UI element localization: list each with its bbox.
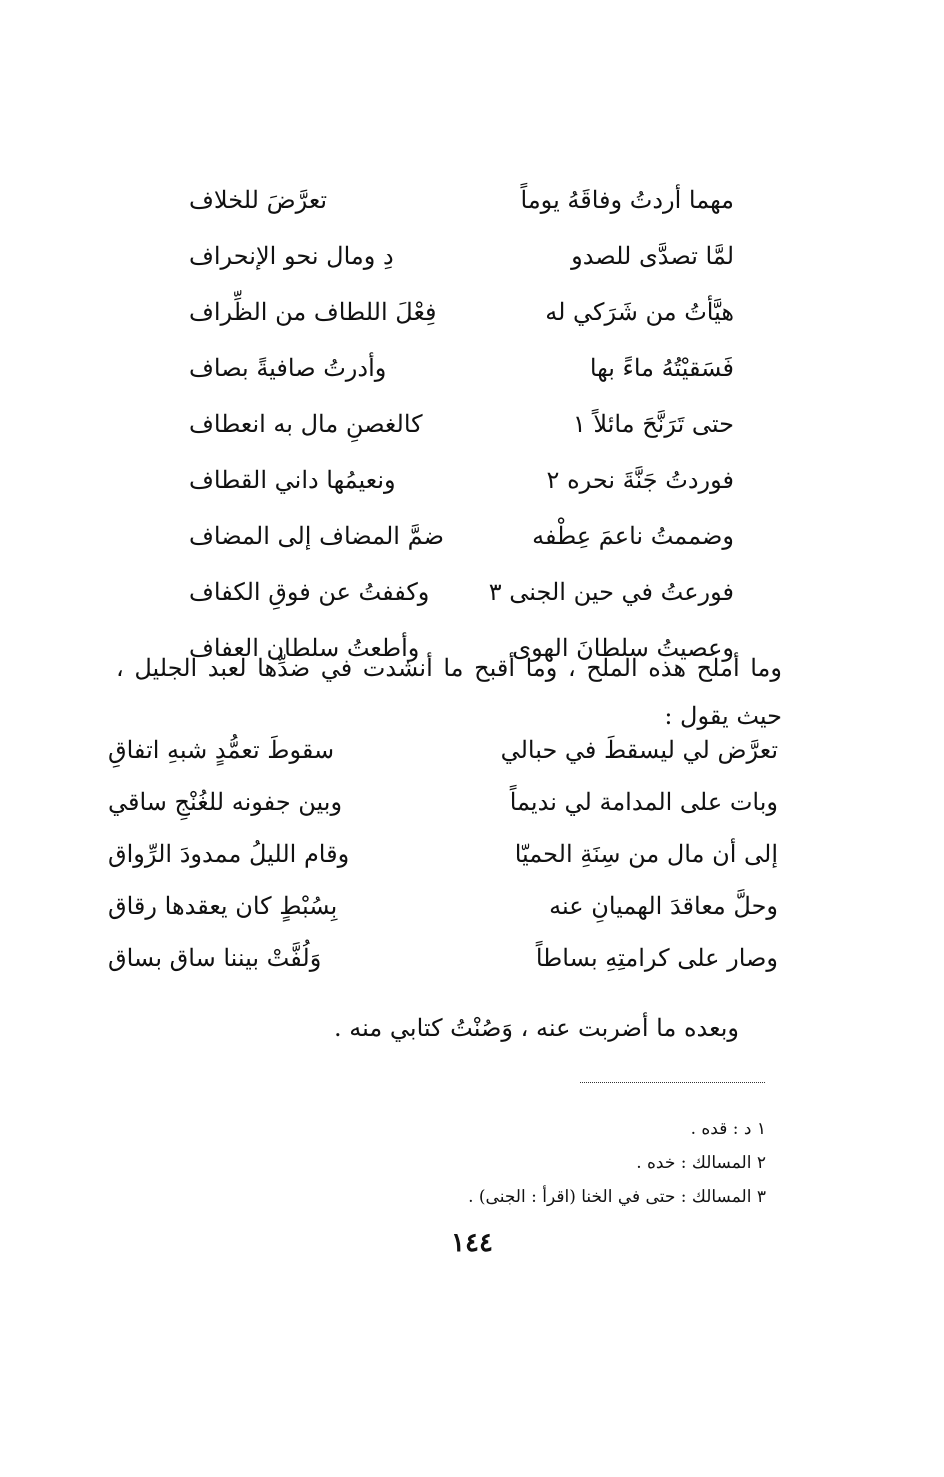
prose-paragraph: وما أملح هذه الملح ، وما أقبح ما أنشدت في ضدِّها لعبد الجليل ، حيث يقول :	[116, 654, 782, 730]
footnote-separator	[580, 1082, 765, 1083]
footnote: ٣ المسالك : حتى في الخنا (اقرأ : الجنى) .	[468, 1187, 766, 1207]
page-number: ١٤٤	[451, 1228, 493, 1258]
verse-second-hemistich: وأدرتُ صافيةً بصاف	[189, 354, 387, 382]
verse-first-hemistich: حتى تَرَنَّحَ مائلاً ١	[572, 410, 734, 438]
poem-verse	[189, 508, 734, 564]
verse-first-hemistich: وصار على كرامتِهِ بساطاً	[535, 944, 778, 972]
verse-first-hemistich: هيَّأتُ من شَرَكي له	[545, 298, 734, 326]
verse-first-hemistich: وبات على المدامة لي نديماً	[509, 788, 778, 816]
verse-second-hemistich: وأطعتُ سلطان العفاف	[189, 634, 420, 662]
poem-verse	[108, 880, 778, 932]
verse-first-hemistich: وضممتُ ناعمَ عِطْفه	[532, 522, 734, 550]
verse-second-hemistich: وَلُفَّتْ بيننا ساق بساق	[108, 944, 322, 972]
verse-second-hemistich: سقوطَ تعمُّدٍ شبهِ اتفاقِ	[108, 736, 335, 764]
verse-second-hemistich: تعرَّضَ للخلاف	[189, 186, 328, 214]
footnote: ١ د : قده .	[690, 1119, 766, 1139]
verse-first-hemistich: مهما أردتُ وفاقَهُ يوماً	[520, 186, 734, 214]
verse-second-hemistich: ضمَّ المضاف إلى المضاف	[189, 522, 444, 550]
poem-verse	[189, 396, 734, 452]
verse-second-hemistich: ونعيمُها داني القطاف	[189, 466, 396, 494]
verse-second-hemistich: وبين جفونه للغُنْجِ ساقي	[108, 788, 343, 816]
verse-second-hemistich: دِ ومال نحو الإنحراف	[189, 242, 394, 270]
poem-verse	[108, 776, 778, 828]
poem-first	[189, 172, 734, 676]
verse-second-hemistich: وكففتُ عن فوقِ الكفاف	[189, 578, 430, 606]
closing-line: وبعده ما أضربت عنه ، وَصُنْتُ كتابي منه .	[334, 1014, 739, 1042]
footnotes	[468, 1112, 766, 1214]
poem-verse	[189, 452, 734, 508]
verse-first-hemistich: فَسَقيْتُهُ ماءً بها	[589, 354, 734, 382]
poem-second	[108, 724, 778, 984]
poem-verse	[189, 564, 734, 620]
verse-second-hemistich: فِعْلَ اللطاف من الظِّراف	[189, 298, 437, 326]
footnote: ٢ المسالك : خده .	[636, 1153, 766, 1173]
poem-verse	[108, 724, 778, 776]
verse-first-hemistich: وحلَّ معاقدَ الهميانِ عنه	[549, 892, 778, 920]
poem-verse	[108, 932, 778, 984]
verse-first-hemistich: لمَّا تصدَّى للصدو	[571, 242, 734, 270]
verse-first-hemistich: تعرَّض لي ليسقطَ في حبالي	[500, 736, 778, 764]
poem-verse	[189, 228, 734, 284]
poem-verse	[189, 172, 734, 228]
verse-second-hemistich: كالغصنِ مال به انعطاف	[189, 410, 423, 438]
poem-verse	[108, 828, 778, 880]
verse-first-hemistich: إلى أن مال من سِنَةِ الحميّا	[514, 840, 778, 868]
verse-first-hemistich: وعصيتُ سلطانَ الهوى	[512, 634, 734, 662]
verse-second-hemistich: بِسُبْطٍ كان يعقدها رقاق	[108, 892, 338, 920]
poem-verse	[189, 284, 734, 340]
poem-verse	[189, 340, 734, 396]
verse-first-hemistich: فورعتُ في حين الجنى ٣	[488, 578, 734, 606]
verse-second-hemistich: وقام الليلُ ممدودَ الرِّواق	[108, 840, 350, 868]
verse-first-hemistich: فوردتُ جَنَّةَ نحره ٢	[546, 466, 734, 494]
